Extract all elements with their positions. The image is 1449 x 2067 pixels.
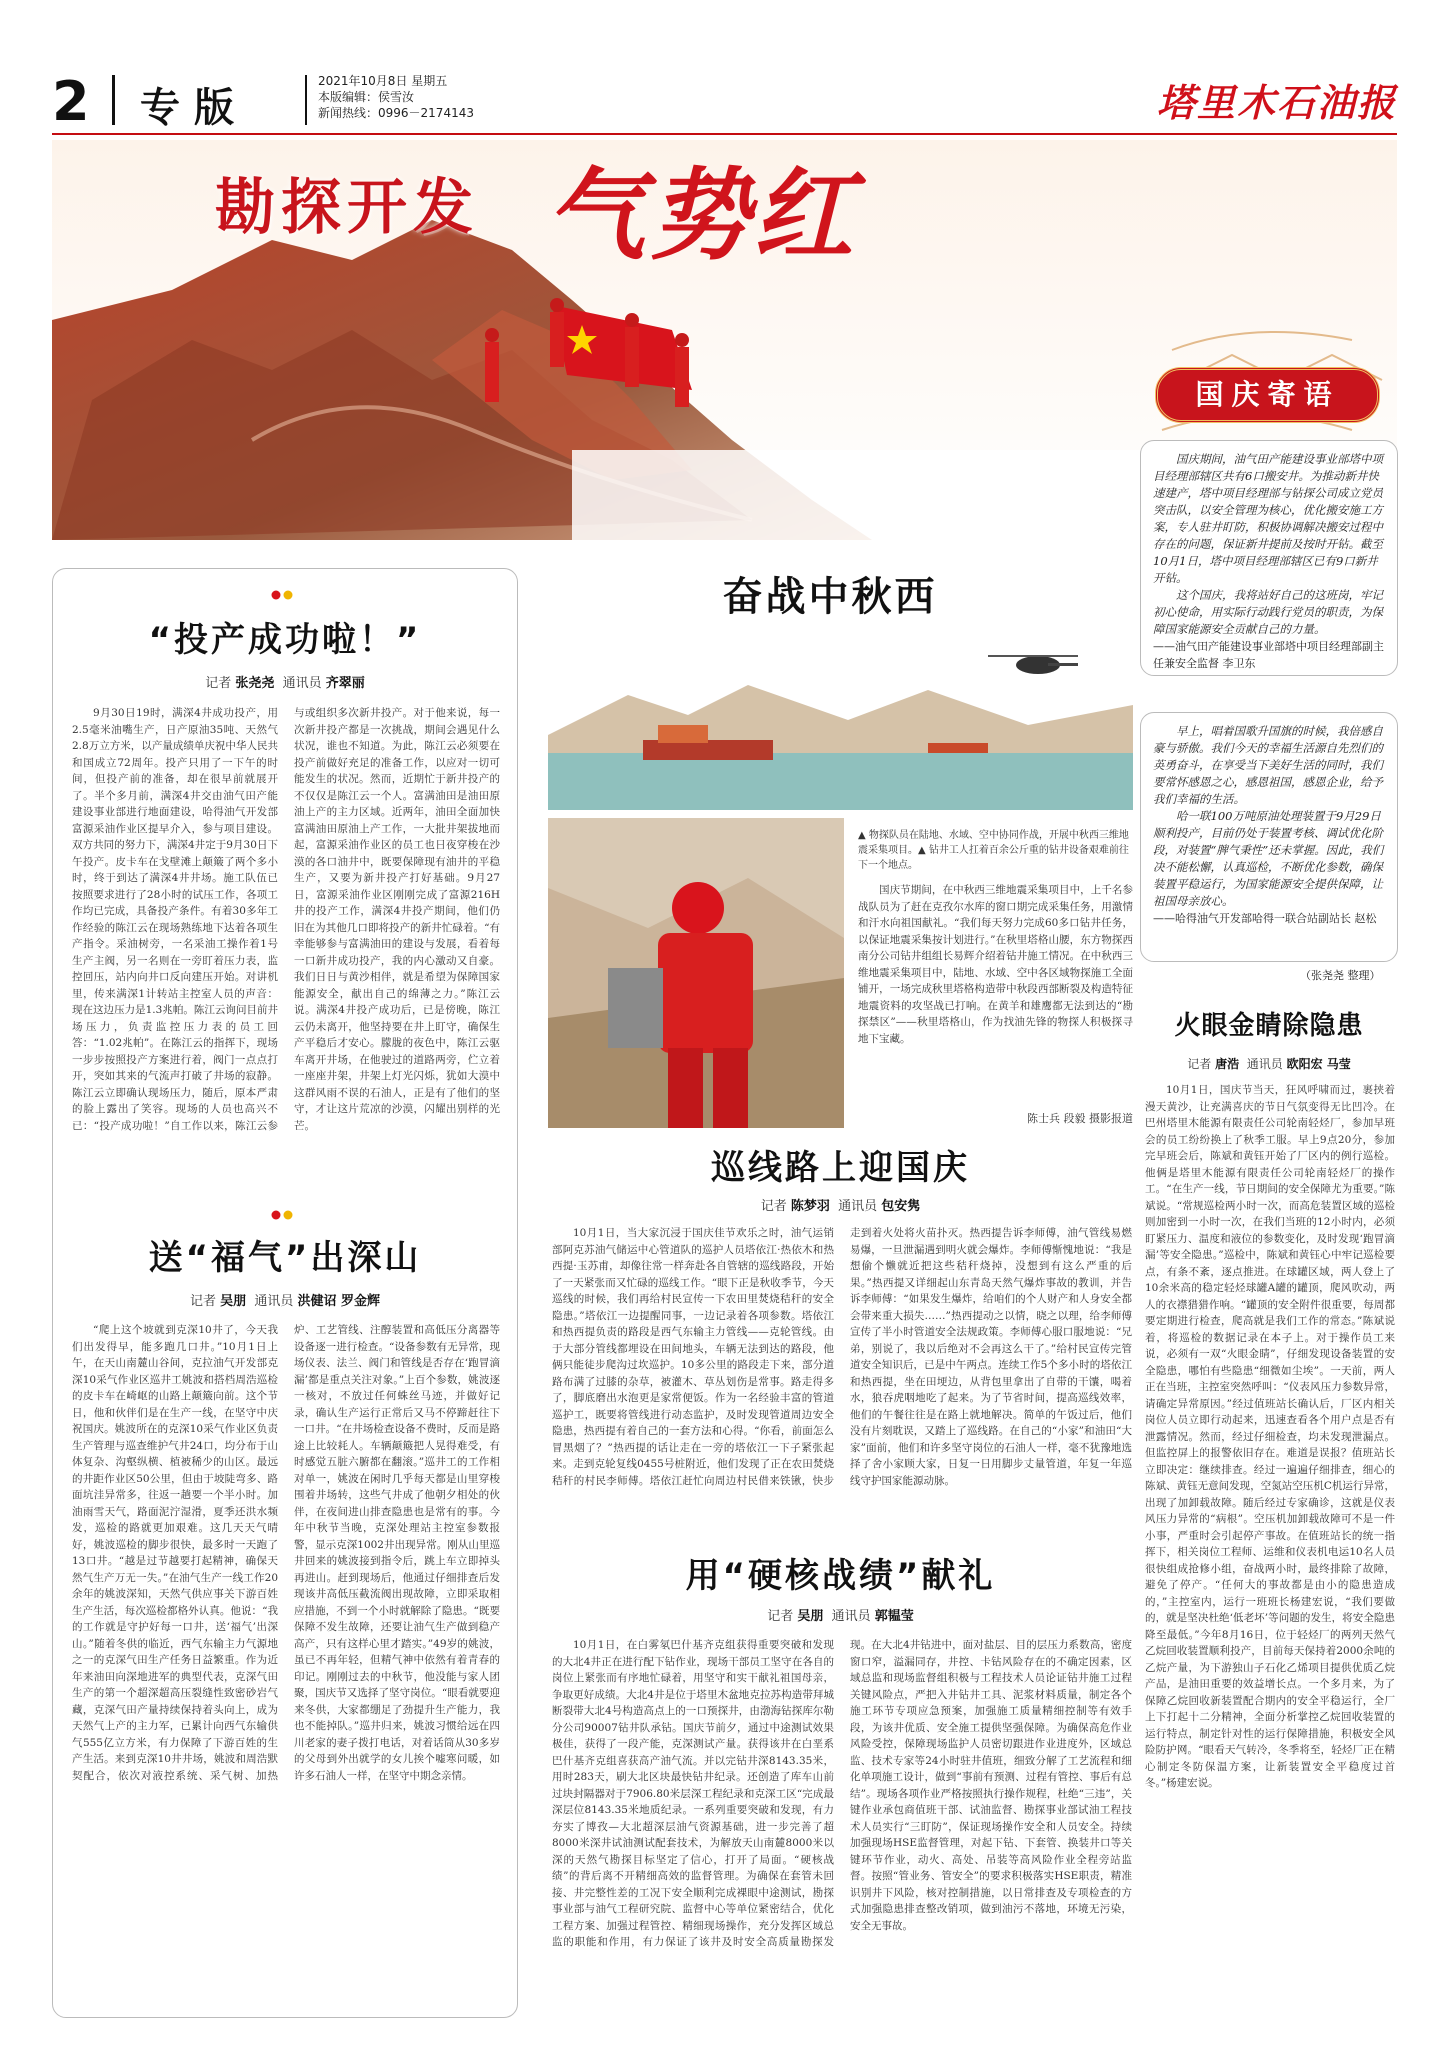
issue-date: 2021年10月8日 星期五 [318, 74, 448, 88]
byline: 记者 陈梦羽 通讯员 包安隽 [760, 1199, 921, 1214]
decor-dots [268, 590, 298, 600]
message-signature: ——油气田产能建设事业部塔中项目经理部副主任兼安全监督 李卫东 [1153, 640, 1384, 670]
article-title: 用“硬核战绩”献礼 [685, 1556, 996, 1596]
byline: 记者 唐浩 通讯员 欧阳宏 马莹 [1187, 1057, 1351, 1071]
divider [305, 75, 307, 125]
article-body: 10月1日，在白雾氡巴什基齐克组获得重要突破和发现的大北4井正在进行配下钻作业，现场干部员工坚守在各自的岗位上紧张而有序地忙碌着，用坚守和实干献礼祖国母亲，争取更好成绩。大北4井是位于塔里木盆地克拉苏构造带拜城断裂带大北4号构造高点上的一口预探井，由渤海钻探库尔勒分公司90007钻井队承钻。国庆节前夕，通过中途测试效果极佳，获得了一段产能，克深测试产量。获得该井在白垩系巴什基齐克组喜获高产油气流。并以完钻井深8143.35米，用时283天，刷大北区块最快钻井纪录。还创造了库车山前过块封隔器对于7906.80米层深工程纪录和克深工区“完成最深层位8143.35米地质纪录。一系列重要突破和发现，有力夯实了博孜—大北超深层油气资源基础，进一步完善了超8000米深井试油测试配套技术，为解放天山南麓8000米以深的天然气勘探目标坚定了信心，打开了局面。“硬核战绩”的背后离不开精细高效的监督管理。为确保在套管未回接、井完整性差的工况下安全顺利完成裸眼中途测试，勘探事业部与油气工程研究院、监督中心等单位紧密结合，优化工程方案、加强过程管控、精细现场操作，充分发挥区域总监的职能和作用，有力保证了该井及时安全高质量勘探发现。在大北4井钻进中，面对盐层、目的层压力系数高，密度窗口窄，溢漏同存，井控、卡钻风险存在的不确定因素，区域总监和现场监督组积极与工程技术人员论证钻井施工过程关键风险点，严把入井钻井工具、泥浆材料质量，制定各个施工环节专项应急预案，加强施工质量精细控制等有效手段，为该井优质、安全施工提供坚强保障。为确保高危作业风险受控，保障现场监护人员密切跟进作业进度外，区域总监、技术专家等24小时驻井值班，细致分解了工艺流程和细化单项施工设计，做到“事前有预测、过程有管控、事后有总结”。现场各项作业严格按照执行操作规程，杜绝“三违”，关键作业承包商值班干部、试油监督、勘探事业部试油工程技术人员实行“三盯防”，保证现场操作安全和人员安全。持续加强现场HSE监督管理，对起下钻、下套管、换装井口等关键环节作业，动火、高处、吊装等高风险作业全程旁站监督。按照“管业务、管安全”的要求积极落实HSE职责，精准识别井下风险，核对控制措施，以日常排查及专项检查的方式加强隐患排查整改销项，做到油污不落地，环境无污染，安全无事故。 [552, 1639, 1132, 1948]
article-title: 送“福气”出深山 [148, 1238, 422, 1278]
article-body: 国庆节期间，在中秋西三维地震采集项目中，上千名参战队员为了赶在克孜尔水库的窗口期完成采集任务，用激情和汗水向祖国献礼。“我们每天努力完成60多口钻井任务，以保证地震采集按计划进行。”在秋里塔格山腰，东方物探西南分公司钻井组组长易辉介绍着钻井施工情况。在中秋西三维地震采集项目中，陆地、水域、空中各区域物探施工全面铺开，一场完成秋里塔格构造带中秋段西部断裂及构造特征地震资料的攻坚战已打响。在黄羊和雄鹰都无法到达的“勘探禁区”——秋里塔格山，作为找油先锋的物探人积极探寻地下宝藏。 [858, 884, 1133, 1045]
divider [112, 75, 115, 125]
article-title: “投产成功啦！” [148, 620, 422, 660]
issue-phone: 新闻热线：0996－2174143 [318, 106, 474, 120]
photo-caption: ▲ 物探队员在陆地、水域、空中协同作战，开展中秋西三维地震采集项目。▲ 钻井工人扛着百余公斤重的钻井设备艰难前往下一个地点。 [858, 830, 1129, 871]
newspaper-logo: 塔里木石油报 [1156, 80, 1397, 125]
page-number: 2 [52, 70, 90, 133]
holiday-message-card-1 [1140, 440, 1398, 676]
banner-title-accent: 气势红 [545, 156, 857, 274]
article-body: 10月1日，当大家沉浸于国庆佳节欢乐之时，油气运销部阿克苏油气储运中心管道队的巡护人员塔依江·热依木和热西提·玉苏甫，却像往常一样奔赴各自管辖的巡线路段，开始了一天紧张而又忙碌的巡线工作。“眼下正是秋收季节，今天巡线的时候，我们再给村民宣传一下农田里焚烧秸秆的安全隐患。”塔依江一边提醒同事，一边记录着各项参数。塔依江和热西提负责的路段是西气东输主力管线——克轮管线。由于大部分管线都埋设在田间地头，车辆无法到达的路段，他俩只能徒步爬沟过坎巡护。10多公里的路段走下来，部分道路布满了过膝的杂草，被灌木、草丛划伤是常事。路走得多了，脚底磨出水泡更是家常便饭。作为一名经验丰富的管道巡护工，既要将管线进行动态监护，及时发现管道周边安全隐患，热西提有着自己的一套方法和心得。“你看，前面怎么冒黑烟了？”热西提的话让走在一旁的塔依江一下子紧张起来。走到克轮复线0455号桩附近，他们发现了正在农田焚烧秸秆的村民李师傅。塔依江赶忙向周边村民借来铁锹，快步走到着火处将火苗扑灭。热西提告诉李师傅，油气管线易燃易爆，一旦泄漏遇到明火就会爆炸。李师傅惭愧地说：“我是想偷个懒就近把这些秸秆烧掉，没想到有这么严重的后果。”热西提又详细起山东青岛天然气爆炸事故的教训，并告诉李师傅：“如果发生爆炸，给咱们的个人财产和人身安全都会带来重大损失……”热西提动之以情，晓之以理，给李师傅宣传了半小时管道安全法规政策。李师傅心服口服地说：“兄弟，别说了，我以后绝对不会再这么干了。”给村民宣传完管道安全知识后，已是中午两点。连续工作5个多小时的塔依江和热西提，坐在田埂边，从背包里拿出了自带的干馕，喝着水，狼吞虎咽地吃了起来。为了节省时间，提高巡线效率，他们的午餐往往是在路上就地解决。简单的午饭过后，他们没有片刻耽误，又踏上了巡线路。在自己的“小家”和油田“大家”面前，他们和许多坚守岗位的石油人一样，毫不犹豫地选择了舍小家顾大家，日复一日用脚步丈量管道，年复一年巡线守护国家能源动脉。 [552, 1227, 1132, 1487]
article-body: “爬上这个坡就到克深10井了，今天我们出发得早，能多跑几口井。”10月1日上午，在天山南麓山谷间，克拉油气开发部克深10采气作业区巡井工姚波和搭档周浩巡检的皮卡车在崎岖的山路上颠簸向前。这个节日，他和伙伴们是在生产一线，在坚守中庆祝国庆。姚波所在的克深10采气作业区负责生产管理与巡查维护气井24口，均分布于山体复杂、沟壑纵横、植被稀少的山区。最远的井距作业区50公里，但由于坡陡弯多、路面坑洼异常多，往返一趟要一个半小时。加油雨雪天气，路面泥泞湿滑，夏季还洪水频发，巡检的路就更加艰难。这几天天气晴好，姚波巡检的脚步很快，最多时一天跑了13口井。“越是过节越要打起精神，确保天然气生产万无一失。”在油气生产一线工作20余年的姚波深知，天然气供应事关下游百姓生产生活，每次巡检都格外认真。他说：“我的工作就是守护好每一口井，送‘福气’出深山。”随着冬供的临近，西气东输主力气源地之一的克深气田生产任务日益繁重。作为近年来油田向深地进军的典型代表，克深气田生产的第一个超深超高压裂缝性致密砂岩气藏，克深气田产量持续保持着头向上，成为天然气上产的主力军，已累计向西气东输供气555亿立方米，有力保障了下游百姓的生产生活。来到克深10井井场，姚波和周浩默契配合，依次对液控系统、采气树、加热炉、工艺管线、注醇装置和高低压分离器等设备逐一进行检查。“设备参数有无异常，现场仪表、法兰、阀门和管线是否存在‘跑冒滴漏’都是重点关注对象。”上百个参数，姚波逐一核对，不放过任何蛛丝马迹，并做好记录，确认生产运行正常后又马不停蹄赶往下一口井。“在井场检查设备不费时，反而是路途上比较耗人。车辆颠簸把人晃得难受，有时感觉五脏六腑都在翻滚。”巡井工的工作相对单一，姚波在闲时几乎每天都是山里穿梭围着井场转，这些气井成了他朝夕相处的伙伴，在夜间进山排查隐患也是常有的事。今年中秋节当晚，克深处理站主控室参数报警，显示克深1002井出现异常。刚从山里巡井回来的姚波接到指令后，跳上车立即掉头再进山。赶到现场后，他通过仔细排查后发现该井高低压截流阀出现故障，立即采取相应措施，不到一个小时就解除了隐患。“既要保障不发生故障，还要让油气生产做到稳产高产，只有这样心里才踏实。”49岁的姚波，虽已不再年轻，但精气神中依然有着青春的印记。刚刚过去的中秋节，他没能与家人团聚，国庆节又选择了坚守岗位。“眼看就要迎来冬供，大家都绷足了劲提升生产能力，我也不能掉队。”巡井归来，姚波习惯给远在四川老家的妻子拨打电话，对着话筒从30多岁的父母到外出就学的女儿挨个嘘寒问暖，如许多石油人一样，在坚守中期念亲情。 [72, 1324, 500, 1782]
issue-meta [318, 73, 474, 121]
byline: 记者 张尧尧 通讯员 齐翠丽 [205, 676, 365, 691]
article-body: 9月30日19时，满深4井成功投产，用2.5毫米油嘴生产，日产原油35吨、天然气2.8万立方米，以产量成绩单庆祝中华人民共和国成立72周年。投产只用了一下午的时间，但投产前的准备，却在很早前就展开了。半个多月前，满深4井交由油气田产能建设事业部进行地面建设，哈得油气开发部富源采油作业区提早介入，参与项目建设。双方共同的努力下，满深4井定于9月30日下午投产。皮卡车在戈壁滩上颠簸了两个多小时，终于到达了满深4井井场。施工队伍已按照要求进行了28小时的试压工作，各项工作均已完成，具备投产条件。有着30多年工作经验的陈江云在现场熟练地下达着各项生产指令。采油树旁，一名采油工操作着1号生产主阀，另一名则在一旁盯着压力表，监控回压，站内向井口反向建压开始。对讲机里，传来满深1计转站主控室人员的声音：现在这边压力是1.3兆帕。陈江云询问目前井场压力，负责监控压力表的员工回答：“1.02兆帕”。在陈江云的指挥下，现场一步步按照投产方案进行着，阀门一点点打开，突如其来的气流声打破了井场的寂静。陈江云立即确认现场压力，随后，原本严肃的脸上露出了笑容。现场的人员也高兴不已：“投产成功啦！”自工作以来，陈江云参与或组织多次新井投产。对于他来说，每一次新井投产都是一次挑战，期间会遇见什么状况，谁也不知道。为此，陈江云必须要在投产前做好充足的准备工作，以应对一切可能发生的状况。然而，近期忙于新井投产的不仅仅是陈江云一个人。富满油田是油田原油上产的主力区域。近两年，油田全面加快富满油田原油上产工作，一大批井架拔地而起，富源采油作业区的员工也日夜穿梭在沙漠的各口油井中，既要保障现有油井的平稳生产，又要为新井投产打好基础。9月27日，富源采油作业区刚刚完成了富源216H井的投产工作，满深4井投产期间，他们仍旧在为其他几口即将投产的新井忙碌着。“有幸能够参与富满油田的建设与发展，看着每一口新井成功投产，我的内心激动又自豪。我们日日与黄沙相伴，就是希望为保障国家能源安全，献出自己的绵薄之力。”陈江云说。满深4井投产成功后，已是傍晚，陈江云仍未离开，他坚持要在井上盯守，确保生产平稳后才安心。朦胧的夜色中，陈江云驱车离开井场，在他驶过的道路两旁，伫立着一座座井架，井架上灯光闪烁，犹如大漠中这群风雨不误的石油人，正是有了他们的坚守，才让这片荒凉的沙漠，闪耀出别样的光芒。 [72, 707, 500, 1132]
article-body: 10月1日，国庆节当天，狂风呼啸而过，裹挟着漫天黄沙，让充满喜庆的节日气氛变得无比凹冷。在巴州塔里木能源有限责任公司轮南轻烃厂，参加早班会的员工纷纷换上了秋季工服。早上9点20分，参加完早班会后，陈斌和黄钰开始了厂区内的例行巡检。他俩是塔里木能源有限责任公司轮南轻烃厂的操作工。“在生产一线，节日期间的安全保障尤为重要。”陈斌说。“常规巡检两小时一次，而高危装置区域的巡检则加密到一小时一次，在我们当班的12小时内，必须盯紧压力、温度和液位的参数变化，及时发现‘跑冒滴漏’等安全隐患。”巡检中，陈斌和黄钰心中牢记巡检要点，有条不紊，逐点推进。在球罐区域，两人登上了10余米高的稳定轻烃球罐A罐的罐顶，爬风吹动，两人的衣襟猎猎作响。“罐顶的安全附件很重要，每周都要定期进行检查，爬高就是我们工作的常态。”陈斌说着，将巡检的数据记录在本子上。对于操作员工来说，必须有一双“火眼金睛”，仔细发现设备装置的安全隐患，哪怕有些隐患“细微如尘埃”。一天前，两人正在当班，主控室突然呼叫：“仪表风压力参数异常，请确定异常原因。”经过值班站长确认后，厂区内相关岗位人员立即行动起来，迅速查看各个用户点是否有泄露情况。然而，经过仔细检查，均未发现泄漏点。但监控屏上的报警依旧存在。难道是误报？值班站长立即决定：继续排查。经过一遍遍仔细排查，细心的陈斌、黄钰无意间发现，空氮站空压机C机运行异常，出现了加卸载故障。随后经过专家确诊，这就是仪表风压力异常的“病根”。空压机加卸载故障可不是一件小事，严重时会引起停产事故。在值班站长的统一指挥下，相关岗位工程师、运维和仪表机电运10名人员很快组成抢修小组，奋战两小时，最终排除了故障，避免了停产。“任何大的事故都是由小的隐患造成的，”主控室内，运行一班班长杨建宏说，“我们要做的，就是坚决杜绝‘低老坏’等问题的发生，将安全隐患降至最低。”今年8月16日，位于轻烃厂的两列天然气乙烷回收装置顺利投产，目前每天保持着2000余吨的乙烷产量，为下游独山子石化乙烯项目提供优质乙烷产品，是油田重要的效益增长点。一个多月来，为了保障乙烷回收新装置配合期内的安全平稳运行，全厂上下打起十二分精神，全面分析掌控乙烷回收装置的运行特点，制定针对性的运行保障措施，积极安全风险防护网。“眼看天气转冷，冬季将至，轻烃厂正在精心制定冬防保温方案，让新装置安全平稳度过首冬。”杨建宏说。 [1145, 1084, 1395, 1789]
compiler-note: （张尧尧 整理） [1300, 969, 1381, 982]
byline: 记者 吴朋 通讯员 洪健诏 罗金辉 [189, 1294, 381, 1309]
photo-lake-helicopter [548, 625, 1133, 810]
holiday-message-badge: 国庆寄语 [1155, 367, 1380, 423]
section-title: 专版 [140, 84, 248, 131]
issue-editor: 本版编辑：侯雪汝 [318, 90, 415, 104]
message-text: 早上，唱着国歌升国旗的时候，我倍感自豪与骄傲。我们今天的幸福生活源自先烈们的英勇奋斗，在享受当下美好生活的同时，我们要常怀感恩之心，感恩祖国，感恩企业，给予我们幸福的生活。 [1153, 724, 1383, 806]
photo-worker [548, 818, 844, 1128]
article-title: 奋战中秋西 [722, 574, 938, 620]
message-text: 哈一联100万吨原油处理装置于9月29日顺利投产，目前仍处于装置考核、调试优化阶段，对装置“脾气秉性”还未掌握。因此，我们决不能松懈，认真巡检，不断优化参数，确保装置平稳运行，为国家能源安全提供保障，让祖国母亲放心。 [1153, 809, 1384, 908]
article-title: 火眼金睛除隐患 [1174, 1011, 1364, 1041]
banner-title: 勘探开发 [215, 173, 479, 243]
article-title: 巡线路上迎国庆 [711, 1148, 970, 1188]
message-signature: ——哈得油气开发部哈得一联合站副站长 赵松 [1153, 912, 1377, 925]
message-text: 国庆期间，油气田产能建设事业部塔中项目经理部辖区共有6口搬安井。为推动新井快速建产，塔中项目经理部与钻探公司成立党员突击队，以安全管理为核心，优化搬安施工方案，专人驻井盯防，积极协调解决搬安过程中存在的问题，保证新井提前及按时开钻。截至10月1日，塔中项目经理部辖区已有9口新井开钻。 [1153, 452, 1383, 585]
message-text: 这个国庆，我将站好自己的这班岗，牢记初心使命，用实际行动践行党员的职责，为保障国家能源安全贡献自己的力量。 [1153, 588, 1383, 636]
byline: 记者 吴朋 通讯员 郭韫莹 [767, 1609, 914, 1624]
photo-credit: 陈士兵 段毅 摄影报道 [1027, 1112, 1133, 1125]
decor-dots [268, 1210, 298, 1220]
holiday-message-card-2 [1140, 712, 1398, 962]
